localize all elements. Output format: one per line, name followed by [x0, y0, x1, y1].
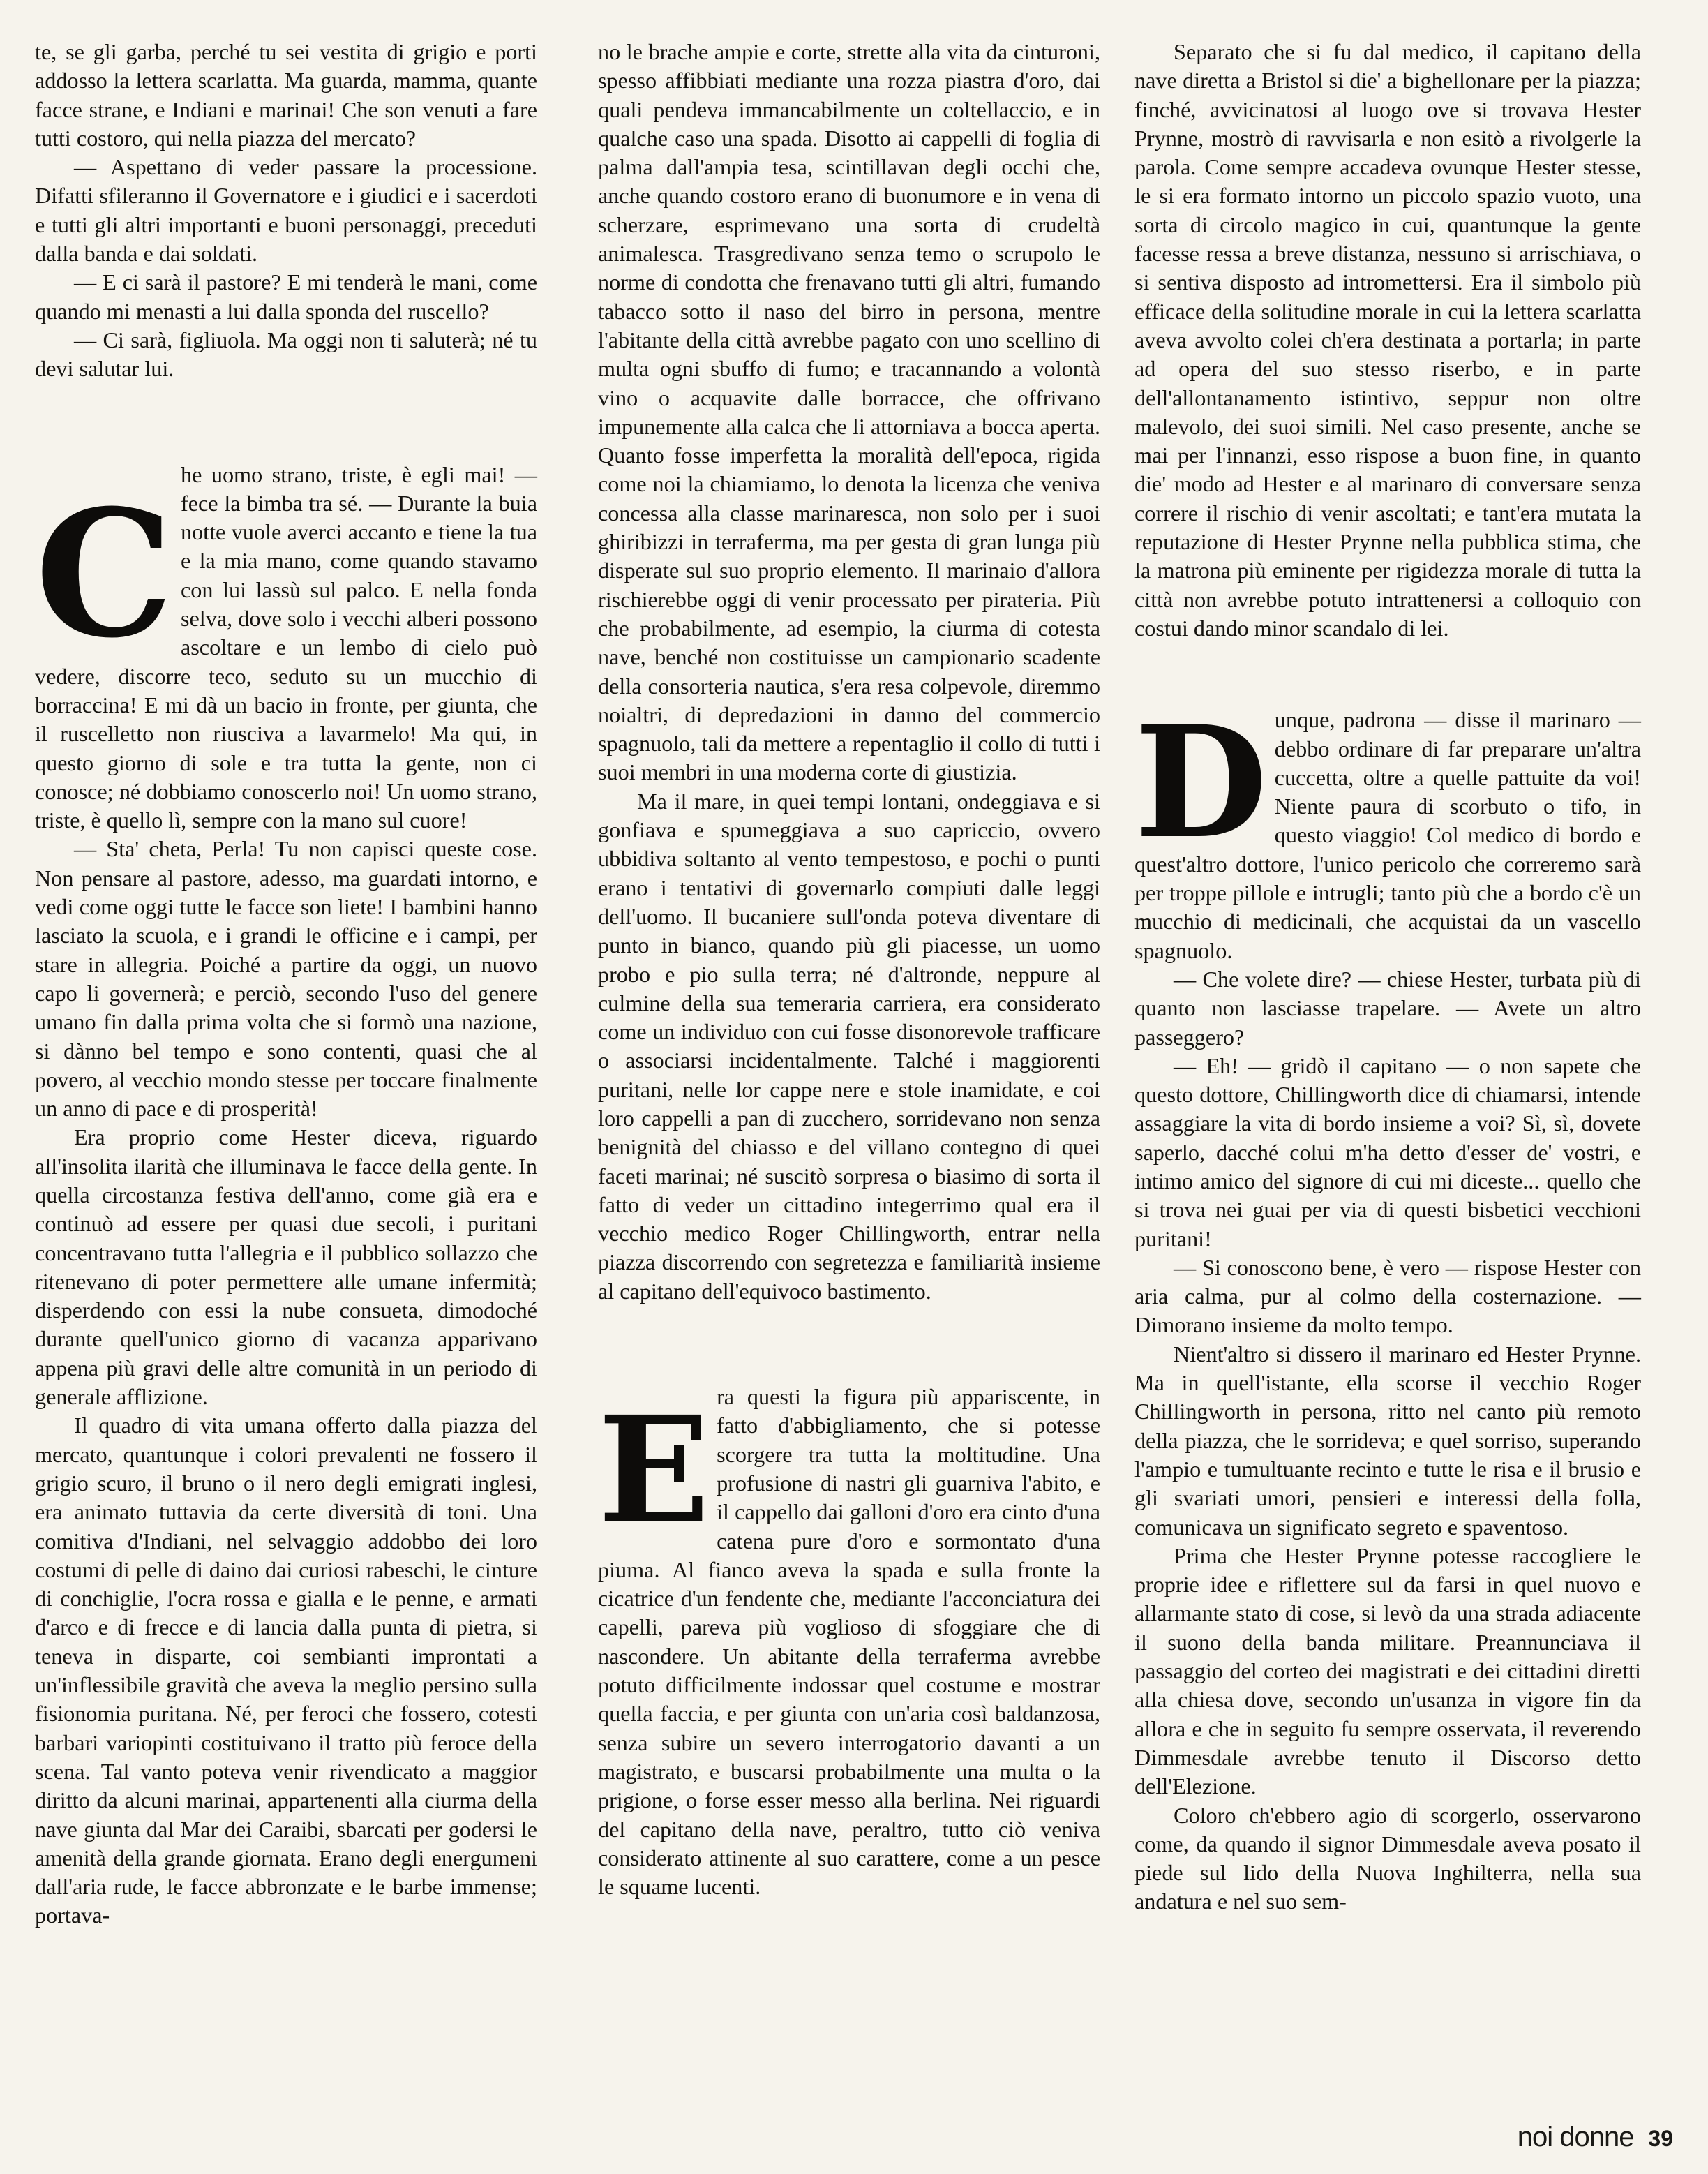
paragraph: — Si conoscono bene, è vero — rispose Hester con aria calma, pur al colmo della costernazione. — Dimorano insieme da molto tempo. [1134, 1254, 1641, 1338]
drop-cap: E [598, 1384, 710, 1557]
paragraph: Separato che si fu dal medico, il capitano della nave diretta a Bristol si die' a bighellonare per la piazza; finché, avvicinatosi al luogo ove si trovava Hester Prynne, mostrò di ravvisarla e non esitò a rivolgerle la parola. Come sempre accadeva ovunque Hester stesse, le si era formato intorno un piccolo spazio vuoto, una sorta di circolo magico in cui, quantunque la gente facesse ressa a breve distanza, nessuno si arrischiava, o si sentiva disposto ad intromettersi. Era il simbolo più efficace della solitudine morale in cui la lettera scarlatta aveva avvolto colei ch'era destinata a portarla; in parte ad opera del suo stesso riserbo, e in parte dell'allontanamento istintivo, seppur non oltre malevolo, dei suoi simili. Nel caso presente, anche se mai per l'innanzi, esso rispose a buon fine, in quanto die' modo ad Hester e al marinaro di conversare senza correre il rischio di venir ascoltati; e tant'era mutata la reputazione di Hester Prynne nella pubblica stima, che la matrona più eminente per rigidezza morale di tutta la città non avrebbe potuto intrattenersi a colloquio con costui dando minor scandalo di lei. [1134, 39, 1641, 641]
paragraph: unque, padrona — disse il marinaro — debbo ordinare di far preparare un'altra cuccetta, oltre a quelle pattuite da voi! Niente paura di scorbuto o tifo, in questo viaggio! Col medico di bordo e quest'altro dottore, l'unico pericolo che correremo sarà per troppe pillole e intrugli; tanto più che a bordo c'è un mucchio di medicinali, che acquistai da un vascello spagnuolo. [1134, 707, 1641, 963]
text-column-3 [1134, 38, 1641, 1916]
drop-cap: C [35, 470, 174, 676]
page-footer [1518, 2122, 1673, 2153]
paragraph: Era proprio come Hester diceva, riguardo all'insolita ilarità che illuminava le facce della gente. In quella circostanza festiva dell'anno, come già era e continuò ad essere per quasi due secoli, i puritani concentravano tutta l'allegria e il pubblico sollazzo che ritenevano di poter permettere alle umane infermità; disperdendo con essi la nube consueta, dimodoché durante quell'unico giorno di vacanza apparivano appena più gravi delle altre comunità in un periodo di generale afflizione. [35, 1124, 537, 1410]
paragraph: — Eh! — gridò il capitano — o non sapete che questo dottore, Chillingworth dice di chiamarsi, intende assaggiare la vita di bordo insieme a voi? Sì, sì, dovete saperlo, dacché colui m'ha detto d'esser de' vostri, e intimo amico del signore di cui mi diceste... quello che si trova nei guai per via di questi bisbetici vecchioni puritani! [1134, 1052, 1641, 1251]
text-column-1 [35, 38, 537, 1930]
paragraph: no le brache ampie e corte, strette alla vita da cinturoni, spesso affibbiati mediante una rozza piastra d'oro, dai quali pendeva immancabilmente un coltellaccio, e in qualche caso una spada. Disotto ai cappelli di foglia di palma dall'ampia tesa, scintillavan degli occhi che, anche quando costoro erano di buonumore e in vena di scherzare, esprimevano una sorta di crudeltà animalesca. Trasgredivano senza temo o scrupolo le norme di condotta che frenavano tutti gli altri, fumando tabacco sotto il naso del birro in persona, mentre l'abitante della città avrebbe pagato con uno scellino di multa ogni sbuffo di fumo; e tracannando a volontà vino o acquavite dalle borracce, che offrivano impunemente alla calca che li attorniava a bocca aperta. Quanto fosse imperfetta la moralità dell'epoca, rigida come noi la chiamiamo, lo denota la licenza che veniva concessa alla classe marinaresca, non solo per i suoi ghiribizzi in terraferma, ma per gesta di gran lunga più disperate sul suo proprio elemento. Il marinaio d'allora rischierebbe oggi di venir processato per pirateria. Più che probabilmente, ad esempio, la ciurma di cotesta nave, benché non costituisse un campionario scadente della consorteria nautica, s'era resa colpevole, diremmo noialtri, di depredazioni in danno del commercio spagnuolo, tali da mettere a repentaglio il collo di tutti i suoi membri in una moderna corte di giustizia. [598, 39, 1100, 785]
paragraph: he uomo strano, triste, è egli mai! — fece la bimba tra sé. — Durante la buia notte vuole averci accanto e tiene la tua e la mia mano, come quando stavamo con lui lassù sul palco. E nella fonda selva, dove solo i vecchi alberi possono ascoltare e un lembo di cielo può vedere, discorre teco, seduto su un mucchio di borraccina! E mi dà un bacio in fronte, per giunta, che il ruscelletto non riusciva a lavarmelo! Ma qui, in questo giorno di sole e tra tutta la gente, non ci conosce; né dobbiamo conoscerlo noi! Un uomo strano, triste, è quello lì, sempre con la mano sul cuore! [35, 461, 537, 833]
page-number: 39 [1648, 2126, 1673, 2151]
paragraph: — Aspettano di veder passare la processione. Difatti sfileranno il Governatore e i giudici e i sacerdoti e tutti gli altri importanti e buoni personaggi, preceduti dalla banda e dai soldati. [35, 154, 537, 267]
paragraph: — E ci sarà il pastore? E mi tenderà le mani, come quando mi menasti a lui dalla sponda del ruscello? [35, 269, 537, 324]
paragraph: Coloro ch'ebbero agio di scorgerlo, osservarono come, da quando il signor Dimmesdale aveva posato il piede sul lido della Nuova Inghilterra, nella sua andatura e nel suo sem- [1134, 1802, 1641, 1914]
text-column-2 [598, 38, 1100, 1901]
paragraph: Il quadro di vita umana offerto dalla piazza del mercato, quantunque i colori prevalenti ne fossero il grigio scuro, il bruno o il nero degli emigrati inglesi, era animato tuttavia da certe diversità di toni. Una comitiva d'Indiani, nel selvaggio addobbo dei loro costumi di pelle di daino dai curiosi rabeschi, le cinture di conchiglie, l'ocra rossa e gialla e le penne, e armati d'arco e di frecce e di lancia dalla punta di pietra, si teneva in disparte, coi sembianti improntati a un'inflessibile gravità che aveva la meglio persino sulla fisionomia puritana. Né, per feroci che fossero, cotesti barbari variopinti costituivano il tratto più feroce della scena. Tal vanto poteva venir rivendicato a maggior diritto da alcuni marinai, appartenenti alla ciurma della nave giunta dal Mar dei Caraibi, sbarcati per godersi le amenità della grande giornata. Erano degli energumeni dall'aria rude, le facce abbronzate e le barbe immense; portava- [35, 1413, 537, 1928]
paragraph: — Ci sarà, figliuola. Ma oggi non ti saluterà; né tu devi salutar lui. [35, 327, 537, 382]
paragraph: — Che volete dire? — chiese Hester, turbata più di quanto non lasciasse trapelare. — Avete un altro passeggero? [1134, 966, 1641, 1050]
paragraph: ra questi la figura più appariscente, in fatto d'abbigliamento, che si potesse scorgere tra tutta la moltitudine. Una profusione di nastri gli guarniva l'abito, e il cappello dai galloni d'oro era cinto d'una catena pure d'oro e sormontato d'una piuma. Al fianco aveva la spada e sulla fronte la cicatrice d'un fendente che, mediante l'acconciatura dei capelli, pareva più voglioso di sfoggiare che di nascondere. Un abitante della terraferma avrebbe potuto difficilmente indossar quel costume e mostrar quella faccia, e per giunta con un'aria così baldanzosa, senza subire un severo interrogatorio davanti a un magistrato, e buscarsi probabilmente una multa o la prigione, o forse esser messo alla berlina. Nei riguardi del capitano della nave, peraltro, tutto ciò veniva considerato attinente al suo carattere, come a un pesce le squame lucenti. [598, 1384, 1100, 1900]
spacer [598, 1306, 1100, 1383]
paragraph: Nient'altro si dissero il marinaro ed Hester Prynne. Ma in quell'istante, ella scorse il vecchio Roger Chillingworth in persona, ritto nel canto più remoto della piazza, che le sorrideva; e quel sorriso, superando l'ampio e tumultuante recinto e tutte le risa e il brusio e gli svariati umori, pensieri e interessi della folla, comunicava un significato segreto e spaventoso. [1134, 1341, 1641, 1540]
paragraph: Ma il mare, in quei tempi lontani, ondeggiava e si gonfiava e spumeggiava a suo capriccio, ovvero ubbidiva soltanto al vento tempestoso, e pochi o punti erano i tentativi di governarlo compiuti dalle leggi dell'uomo. Il bucaniere sull'onda poteva diventare di punto in bianco, quando più gli piacesse, un uomo probo e pio sulla terra; né d'altronde, neppure al culmine della sua temeraria carriera, era considerato come un individuo con cui fosse disonorevole trafficare o associarsi incidentalmente. Talché i maggiorenti puritani, nelle lor cappe nere e stole inamidate, e coi loro cappelli a pan di zucchero, sorridevano non senza benignità del chiasso e del villano contegno di quei faceti marinai; né suscitò sorpresa o biasimo di sorta il fatto di veder un cittadino integerrimo qual era il vecchio medico Roger Chillingworth, entrar nella piazza discorrendo con segretezza e familiarità insieme al capitano dell'equivoco bastimento. [598, 788, 1100, 1304]
paragraph: te, se gli garba, perché tu sei vestita di grigio e porti addosso la lettera scarlatta. Ma guarda, mamma, quante facce strane, e Indiani e marinai! Che son venuti a fare tutti costoro, qui nella piazza del mercato? [35, 39, 537, 151]
paragraph: Prima che Hester Prynne potesse raccogliere le proprie idee e riflettere sul da farsi in quel nuovo e allarmante stato di cose, si levò da una strada adiacente il suono della banda militare. Preannunciava il passaggio del corteo dei magistrati e dei cittadini diretti alla chiesa dove, secondo un'usanza in vigore fin da allora e che in seguito fu sempre osservata, il reverendo Dimmesdale avrebbe tenuto il Discorso detto dell'Elezione. [1134, 1542, 1641, 1799]
paragraph: — Sta' cheta, Perla! Tu non capisci queste cose. Non pensare al pastore, adesso, ma guardati intorno, e vedi come oggi tutte le facce son liete! I bambini hanno lasciato la scuola, e i grandi le officine e i campi, per stare in allegria. Poiché a partire da oggi, un nuovo capo li governerà; e perciò, secondo l'uso del genere umano fin dalla prima volta che si formò una nazione, si dànno bel tempo e sono contenti, quasi che al povero, al vecchio mondo stesse per toccare finalmente un anno di pace e di prosperità! [35, 836, 537, 1122]
drop-cap: D [1134, 692, 1268, 873]
spacer [35, 384, 537, 461]
magazine-name: noi donne [1517, 2122, 1634, 2152]
